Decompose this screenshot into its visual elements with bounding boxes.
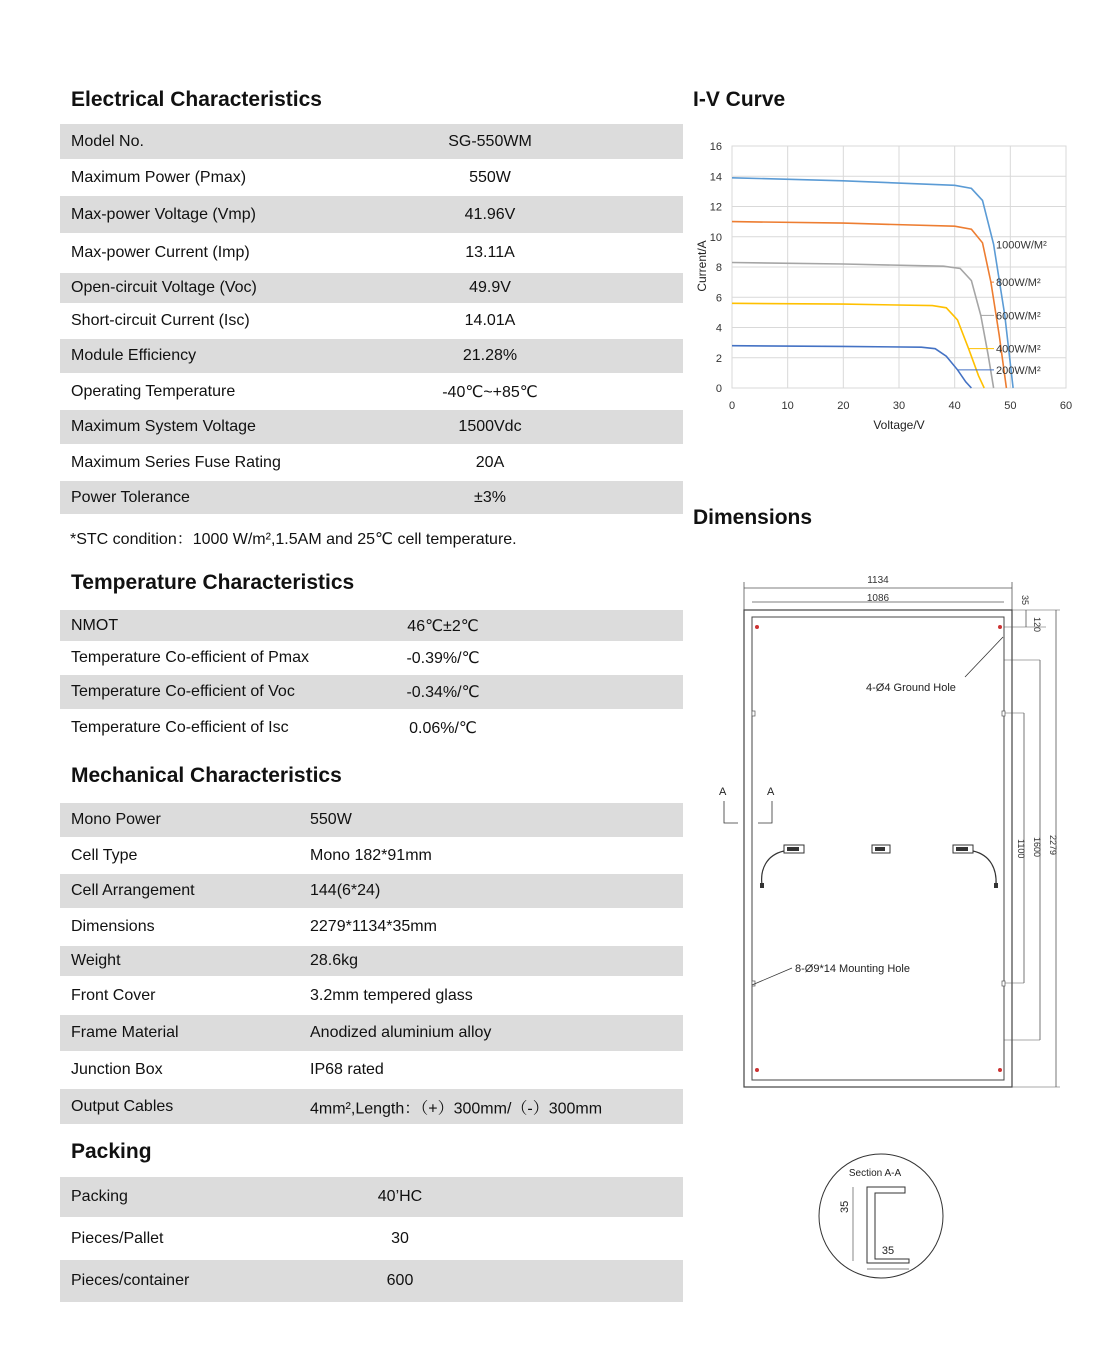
table-row	[60, 1051, 683, 1089]
junction-box-detail	[787, 847, 799, 851]
table-row	[60, 641, 683, 675]
dimensions-title: Dimensions	[693, 506, 813, 529]
row-label: Temperature Co-efficient of Pmax	[71, 649, 310, 666]
table-row	[60, 303, 683, 339]
row-value: 3.2mm tempered glass	[310, 986, 473, 1004]
y-axis-ticks	[710, 141, 722, 395]
table-row	[60, 1217, 683, 1260]
row-value: 28.6kg	[310, 952, 359, 969]
table-row	[60, 124, 683, 159]
table-row	[60, 1089, 683, 1124]
row-value: 30	[391, 1229, 409, 1247]
frame-width-label: 35	[1020, 595, 1030, 606]
table-row	[60, 803, 683, 837]
row-label: Maximum Series Fuse Rating	[71, 453, 281, 471]
electrical-title: Electrical Characteristics	[71, 88, 322, 111]
table-row	[60, 908, 683, 946]
series-line	[732, 346, 971, 388]
table-row	[60, 709, 683, 747]
ground-hole	[998, 625, 1002, 629]
packing-title: Packing	[71, 1140, 152, 1163]
junction-box-detail	[956, 847, 968, 851]
y-tick-label: 14	[709, 171, 722, 184]
row-label: Power Tolerance	[71, 488, 190, 506]
row-label: Pieces/container	[71, 1272, 190, 1289]
row-value: 20A	[475, 453, 505, 471]
row-value: 49.9V	[469, 279, 511, 296]
ground-hole-label: 4-Ø4 Ground Hole	[866, 682, 956, 694]
row-value: 46℃±2℃	[407, 617, 479, 635]
row-value: 2279*1134*35mm	[310, 918, 437, 935]
row-label: Model No.	[71, 132, 144, 150]
section-marker-left: A	[719, 786, 727, 798]
mounting-hole	[1002, 981, 1005, 986]
row-label: Front Cover	[71, 986, 156, 1004]
row-value: IP68 rated	[310, 1061, 384, 1078]
x-tick-label: 10	[781, 400, 794, 412]
row-label: Packing	[71, 1188, 128, 1205]
ground-hole-leader	[965, 637, 1003, 677]
cable-connector	[994, 883, 998, 888]
cable-connector	[760, 883, 764, 888]
row-value: 41.96V	[464, 205, 516, 223]
row-label: Open-circuit Voltage (Voc)	[71, 279, 257, 296]
iv-curve-chart	[690, 130, 1090, 440]
table-row	[60, 196, 683, 233]
y-tick-label: 4	[715, 322, 722, 335]
table-row	[60, 675, 683, 709]
table-row	[60, 946, 683, 976]
row-value: Mono 182*91mm	[310, 846, 432, 864]
chart-series	[732, 178, 1013, 388]
x-tick-label: 0	[728, 400, 736, 412]
section-a-a-drawing	[815, 1153, 950, 1283]
table-row	[60, 1177, 683, 1217]
y-tick-label: 8	[715, 262, 722, 274]
row-label: Dimensions	[71, 918, 155, 935]
row-value: 144(6*24)	[310, 882, 381, 899]
row-value: 13.11A	[465, 244, 515, 261]
row-label: Maximum Power (Pmax)	[71, 168, 247, 186]
table-row	[60, 273, 683, 303]
table-row	[60, 837, 683, 874]
mounting-hole-leader	[752, 968, 792, 985]
row-label: Junction Box	[71, 1061, 163, 1078]
y-tick-label: 10	[709, 231, 722, 244]
legend-entry: 600W/M²	[996, 310, 1041, 323]
table-row	[60, 1015, 683, 1051]
row-label: Operating Temperature	[71, 382, 236, 400]
table-row	[60, 410, 683, 444]
y-tick-label: 0	[715, 383, 722, 395]
row-label: Pieces/Pallet	[71, 1229, 164, 1247]
row-label: Cell Type	[71, 846, 138, 864]
iv-curve-title: I-V Curve	[693, 88, 786, 111]
row-label: Max-power Voltage (Vmp)	[71, 205, 256, 223]
hole-spacing-b-label: 1600	[1032, 837, 1042, 858]
module-dimension-drawing	[700, 565, 1080, 1105]
row-label: Temperature Co-efficient of Voc	[71, 683, 295, 700]
ground-hole	[755, 1068, 759, 1072]
row-label: Output Cables	[71, 1097, 174, 1115]
junction-box-detail	[875, 847, 885, 851]
ground-hole	[998, 1068, 1002, 1072]
row-label: Mono Power	[71, 811, 161, 828]
section-arrow-left	[724, 801, 738, 823]
section-arrow-right	[758, 801, 772, 823]
row-label: Maximum System Voltage	[71, 418, 256, 435]
table-row	[60, 373, 683, 410]
section-marker-right: A	[767, 786, 775, 798]
width-inner-label: 1086	[866, 593, 890, 604]
legend-entry: 200W/M²	[996, 364, 1041, 377]
row-value: 550W	[469, 168, 511, 186]
row-value: -0.34%/℃	[406, 684, 480, 701]
row-label: Weight	[71, 952, 121, 969]
table-row	[60, 1260, 683, 1302]
row-value: 600	[386, 1272, 414, 1289]
width-outer-label: 1134	[867, 575, 889, 586]
legend-entry: 800W/M²	[996, 277, 1041, 290]
table-row	[60, 976, 683, 1015]
row-value: 550W	[310, 811, 352, 828]
ground-hole	[755, 625, 759, 629]
section-title: Section A-A	[848, 1168, 902, 1179]
legend-entry: 1000W/M²	[996, 239, 1047, 252]
row-label: Max-power Current (Imp)	[71, 244, 250, 261]
temperature-title: Temperature Characteristics	[71, 571, 355, 594]
y-tick-label: 12	[709, 201, 722, 214]
row-value: 1500Vdc	[458, 418, 522, 435]
table-row	[60, 159, 683, 196]
x-axis-label: Voltage/V	[873, 418, 925, 432]
row-value: 14.01A	[464, 312, 516, 329]
row-value: SG-550WM	[448, 132, 532, 150]
row-value: Anodized aluminium alloy	[310, 1024, 492, 1041]
row-label: Cell Arrangement	[71, 882, 195, 899]
row-value: 0.06%/℃	[409, 720, 477, 737]
row-value: 40’HC	[377, 1188, 423, 1205]
output-cable-right	[973, 851, 996, 885]
output-cable-left	[762, 851, 784, 885]
mounting-hole-label: 8-Ø9*14 Mounting Hole	[795, 963, 910, 975]
x-tick-label: 50	[1004, 400, 1017, 412]
hole-spacing-a-label: 1100	[1016, 839, 1026, 859]
row-label: Short-circuit Current (Isc)	[71, 312, 250, 329]
row-value: 4mm²,Length：（+）300mm/（-）300mm	[310, 1100, 603, 1117]
legend-entry: 400W/M²	[996, 343, 1041, 356]
length-label: 2279	[1048, 835, 1058, 856]
mounting-hole	[1002, 711, 1005, 716]
row-label: NMOT	[71, 616, 119, 634]
row-value: -0.39%/℃	[406, 650, 480, 667]
section-height-label: 35	[839, 1200, 851, 1213]
stc-note: *STC condition：1000 W/m²,1.5AM and 25℃ cell temperature.	[70, 531, 517, 548]
table-row	[60, 481, 683, 514]
y-axis-label: Current/A	[695, 240, 709, 292]
x-axis-ticks	[729, 400, 1072, 412]
row-value: 21.28%	[462, 347, 518, 364]
mechanical-title: Mechanical Characteristics	[71, 764, 342, 787]
row-value: -40℃~+85℃	[442, 383, 538, 401]
y-tick-label: 6	[715, 292, 722, 305]
hole-offset-label: 120	[1032, 617, 1042, 633]
x-tick-label: 20	[837, 400, 850, 412]
section-width-label: 35	[881, 1245, 895, 1257]
y-tick-label: 2	[715, 352, 722, 365]
row-value: ±3%	[474, 488, 506, 506]
mounting-hole	[752, 711, 755, 716]
table-row	[60, 610, 683, 641]
x-tick-label: 30	[892, 400, 906, 412]
row-label: Module Efficiency	[71, 347, 197, 364]
x-tick-label: 40	[948, 400, 961, 412]
x-tick-label: 60	[1059, 400, 1073, 412]
y-tick-label: 16	[709, 141, 722, 153]
row-label: Temperature Co-efficient of Isc	[71, 719, 289, 736]
table-row	[60, 233, 683, 273]
table-row	[60, 339, 683, 373]
row-label: Frame Material	[71, 1024, 179, 1041]
table-row	[60, 874, 683, 908]
table-row	[60, 444, 683, 481]
